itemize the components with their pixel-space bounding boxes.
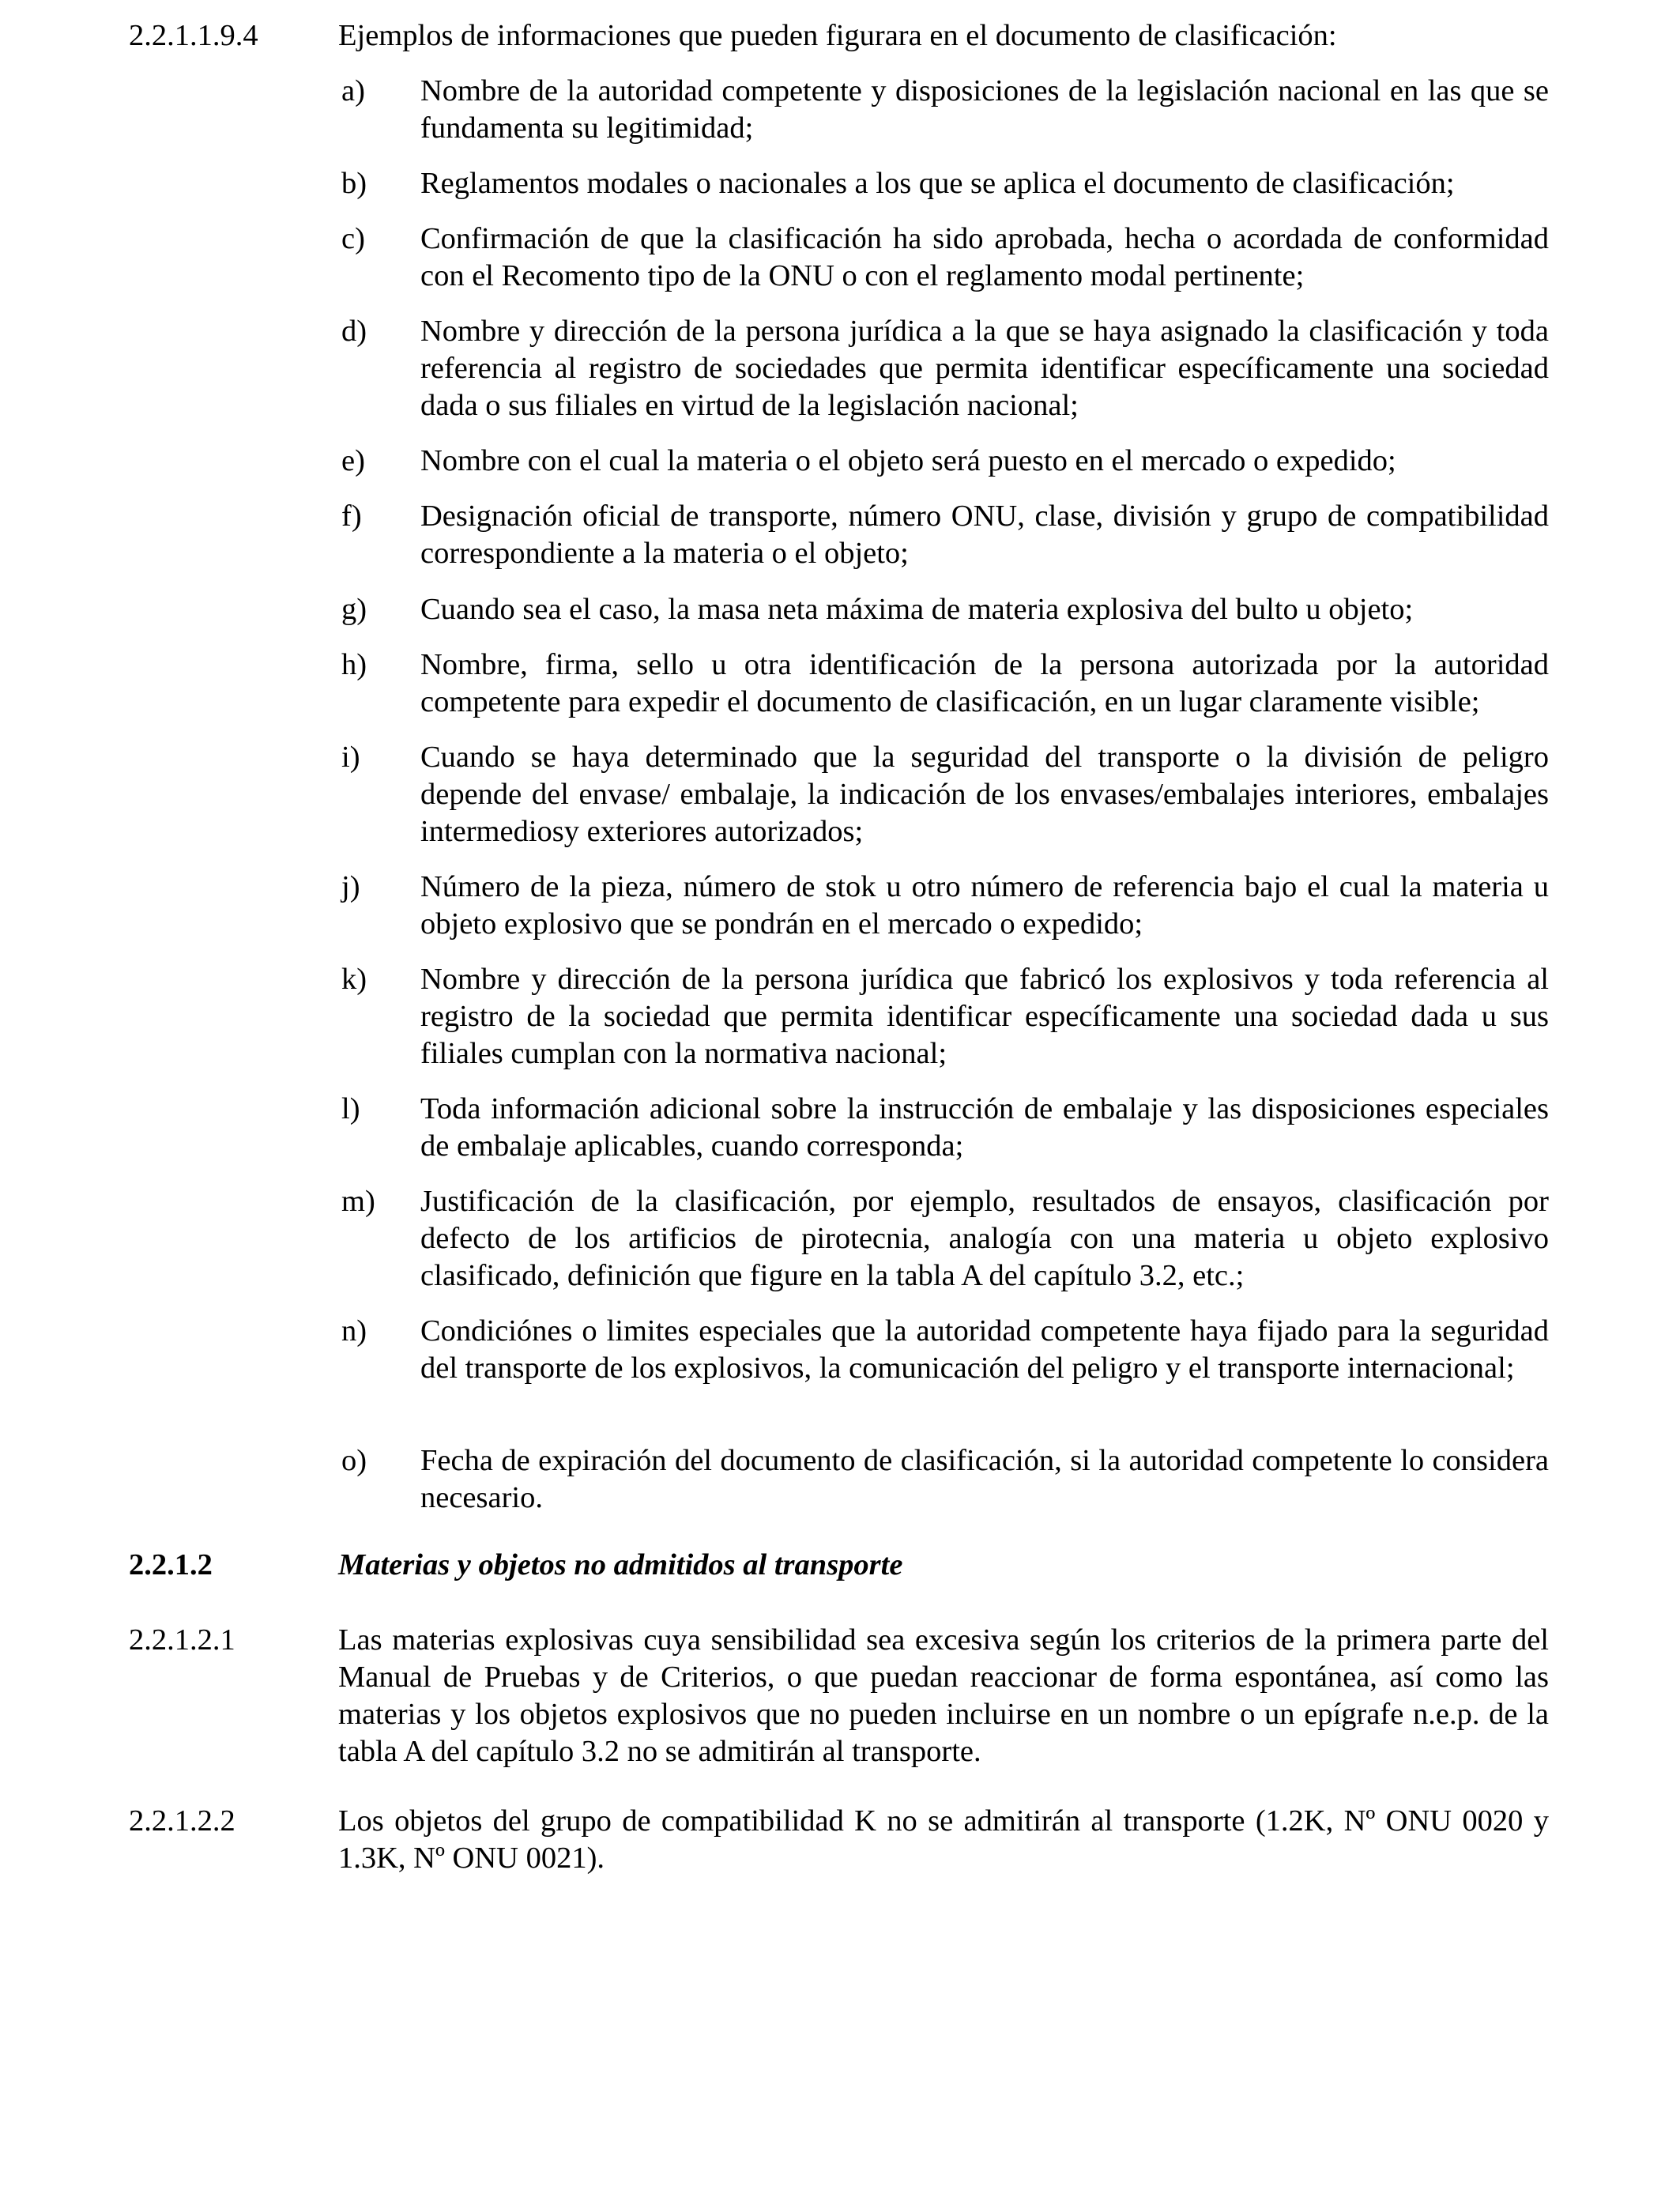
- item-text: Reglamentos modales o nacionales a los que se aplica el documento de clasificación;: [420, 167, 1455, 200]
- item-text: Nombre y dirección de la persona jurídica a la que se haya asignado la clasificación y toda referencia al registro de sociedades que permita identificar específicamente una sociedad dada o sus filiales en virtud de la legislación nacional;: [420, 315, 1549, 422]
- item-letter: c): [341, 222, 365, 255]
- item-text: Nombre y dirección de la persona jurídica que fabricó los explosivos y toda referencia al registro de la sociedad que permita identificar específicamente una sociedad dada u sus filiales cumplan con la normativa nacional;: [420, 963, 1549, 1070]
- item-text: Condiciónes o limites especiales que la autoridad competente haya fijado para la seguridad del transporte de los explosivos, la comunicación del peligro y el transporte internacional;: [420, 1314, 1549, 1385]
- item-text: Toda información adicional sobre la instrucción de embalaje y las disposiciones especiales de embalaje aplicables, cuando corresponda;: [420, 1092, 1549, 1163]
- item-letter: h): [341, 648, 367, 681]
- item-text: Designación oficial de transporte, número ONU, clase, división y grupo de compatibilidad correspondiente a la materia o el objeto;: [420, 499, 1549, 570]
- item-letter: l): [341, 1092, 360, 1125]
- item-letter: a): [341, 74, 365, 107]
- section-heading: Materias y objetos no admitidos al transporte: [338, 1548, 903, 1581]
- section-intro: Ejemplos de informaciones que pueden figurara en el documento de clasificación:: [338, 19, 1337, 52]
- item-text: Cuando sea el caso, la masa neta máxima de materia explosiva del bulto u objeto;: [420, 593, 1414, 626]
- section-paragraph: Las materias explosivas cuya sensibilidad sea excesiva según los criterios de la primera parte del Manual de Pruebas y de Criterios, o que puedan reaccionar de forma espontánea, así como las materias y los objetos explosivos que no pueden incluirse en un nombre o un epígrafe n.e.p. de la tabla A del capítulo 3.2 no se admitirán al transporte.: [338, 1623, 1549, 1768]
- item-letter: g): [341, 593, 367, 626]
- item-letter: f): [341, 499, 362, 533]
- item-letter: k): [341, 963, 367, 996]
- item-text: Fecha de expiración del documento de clasificación, si la autoridad competente lo considera necesario.: [420, 1444, 1549, 1514]
- item-text: Cuando se haya determinado que la seguridad del transporte o la división de peligro depende del envase/ embalaje, la indicación de los envases/embalajes interiores, embalajes intermediosy exteriores autorizados;: [420, 741, 1549, 848]
- section-number: 2.2.1.1.9.4: [129, 19, 258, 52]
- section-paragraph: Los objetos del grupo de compatibilidad K no se admitirán al transporte (1.2K, Nº ONU 0020 y 1.3K, Nº ONU 0021).: [338, 1804, 1549, 1875]
- item-text: Nombre, firma, sello u otra identificación de la persona autorizada por la autoridad competente para expedir el documento de clasificación, en un lugar claramente visible;: [420, 648, 1549, 718]
- item-text: Confirmación de que la clasificación ha sido aprobada, hecha o acordada de conformidad con el Recomento tipo de la ONU o con el reglamento modal pertinente;: [420, 222, 1549, 292]
- item-letter: m): [341, 1185, 375, 1218]
- item-text: Número de la pieza, número de stok u otro número de referencia bajo el cual la materia u objeto explosivo que se pondrán en el mercado o expedido;: [420, 870, 1549, 941]
- item-letter: e): [341, 444, 365, 477]
- section-number: 2.2.1.2.2: [129, 1804, 235, 1838]
- item-letter: o): [341, 1444, 367, 1477]
- item-letter: i): [341, 741, 360, 774]
- item-letter: b): [341, 167, 367, 200]
- item-text: Nombre de la autoridad competente y disposiciones de la legislación nacional en las que se fundamenta su legitimidad;: [420, 74, 1549, 145]
- section-number: 2.2.1.2: [129, 1548, 213, 1581]
- section-number: 2.2.1.2.1: [129, 1623, 235, 1657]
- item-letter: n): [341, 1314, 367, 1348]
- item-letter: d): [341, 315, 367, 348]
- item-text: Justificación de la clasificación, por ejemplo, resultados de ensayos, clasificación por defecto de los artificios de pirotecnia, analogía con una materia u objeto explosivo clasificado, definición que figure en la tabla A del capítulo 3.2, etc.;: [420, 1185, 1549, 1292]
- item-text: Nombre con el cual la materia o el objeto será puesto en el mercado o expedido;: [420, 444, 1396, 477]
- item-letter: j): [341, 870, 360, 903]
